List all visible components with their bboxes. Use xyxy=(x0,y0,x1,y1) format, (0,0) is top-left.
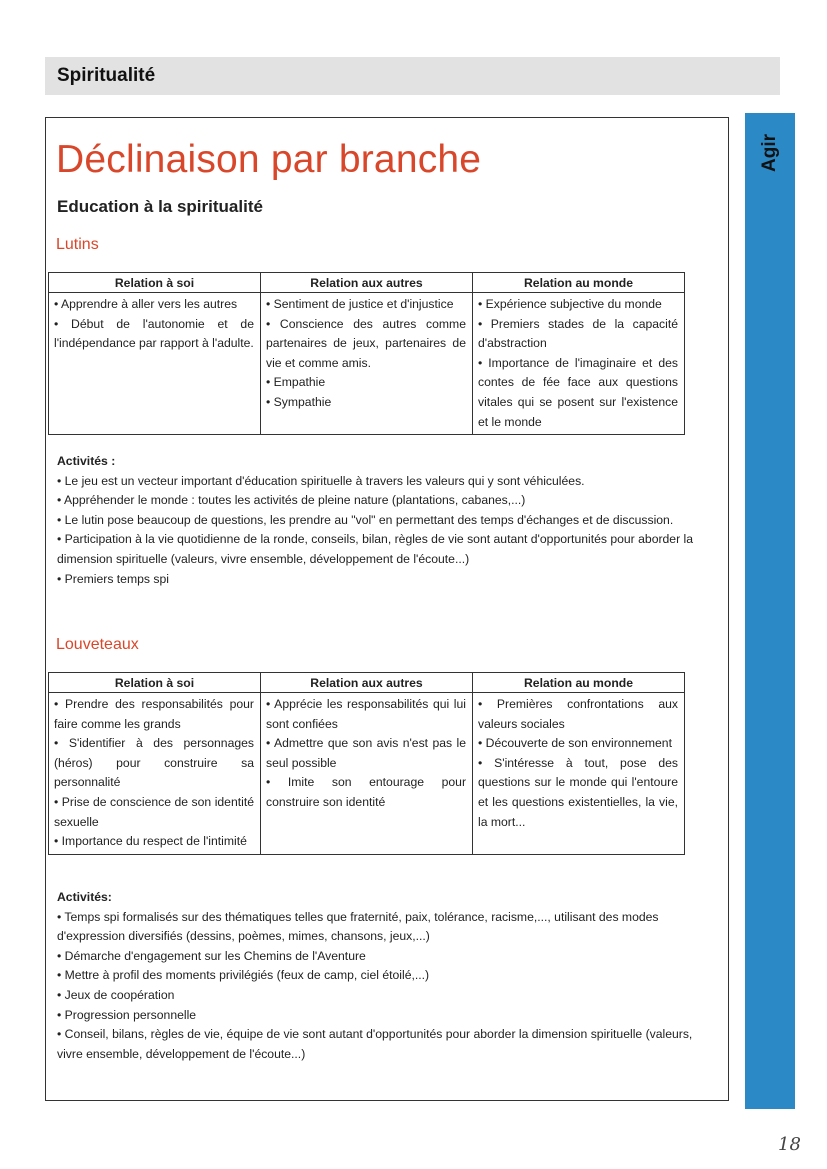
table-row xyxy=(49,693,685,855)
lutins-activities xyxy=(57,452,717,589)
activity-item: • Démarche d'engagement sur les Chemins de l'Aventure xyxy=(57,948,366,963)
activity-item: • Jeux de coopération xyxy=(57,987,175,1002)
page-title: Déclinaison par branche xyxy=(56,138,482,181)
louveteaux-activities xyxy=(57,888,717,1064)
column-header: Relation aux autres xyxy=(261,273,473,293)
cell-item: • Importance de l'imaginaire et des contes de fée face aux questions vitales qui se posent sur l'existence et le monde xyxy=(478,355,678,429)
cell-item: • Importance du respect de l'intimité xyxy=(54,834,247,849)
section-header xyxy=(45,57,780,95)
cell-item: • Début de l'autonomie et de l'indépendance par rapport à l'adulte. xyxy=(54,316,254,351)
cell-item: • Prendre des responsabilités pour faire comme les grands xyxy=(54,697,254,731)
side-bar xyxy=(745,113,795,1109)
louveteaux-table xyxy=(48,672,685,855)
cell-item: • Admettre que son avis n'est pas le seul possible xyxy=(266,736,466,770)
activity-item: • Temps spi formalisés sur des thématiques telles que fraternité, paix, tolérance, racisme,..., utilisant des modes d'expression diversifiés (dessins, poèmes, mimes, chansons, jeux,...) xyxy=(57,909,659,944)
table-cell xyxy=(261,293,473,435)
table-row xyxy=(49,293,685,435)
cell-item: • Apprécie les responsabilités qui lui sont confiées xyxy=(266,697,466,731)
branch-title-lutins: Lutins xyxy=(56,236,99,253)
section-title: Spiritualité xyxy=(57,65,156,86)
cell-item: • Apprendre à aller vers les autres xyxy=(54,297,238,311)
activities-title: Activités : xyxy=(57,454,116,468)
column-header: Relation à soi xyxy=(49,673,261,693)
cell-item: • Empathie xyxy=(266,375,326,390)
activity-item: • Appréhender le monde : toutes les activités de pleine nature (plantations, cabanes,...) xyxy=(57,493,526,508)
cell-item: • Premiers stades de la capacité d'abstraction xyxy=(478,316,678,351)
activity-item: • Premiers temps spi xyxy=(57,571,169,586)
activity-item: • Participation à la vie quotidienne de la ronde, conseils, bilan, règles de vie sont autant d'opportunités pour aborder la dimension spirituelle (valeurs, vivre ensemble, développement de l'écoute...) xyxy=(57,532,694,566)
activity-item: • Le lutin pose beaucoup de questions, les prendre au "vol" en permettant des temps d'échanges et de discussion. xyxy=(57,512,674,527)
cell-item: • S'intéresse à tout, pose des questions sur le monde qui l'entoure et les questions existentielles, la vie, la mort... xyxy=(478,755,678,829)
cell-item: • Sentiment de justice et d'injustice xyxy=(266,297,454,311)
column-header: Relation au monde xyxy=(473,673,685,693)
table-cell xyxy=(49,293,261,435)
page-subtitle: Education à la spiritualité xyxy=(57,197,263,216)
cell-item: • Premières confrontations aux valeurs sociales xyxy=(478,697,678,731)
column-header: Relation à soi xyxy=(49,273,261,293)
cell-item: • Expérience subjective du monde xyxy=(478,297,662,311)
table-cell xyxy=(261,693,473,855)
activity-item: • Le jeu est un vecteur important d'éducation spirituelle à travers les valeurs qui y sont véhiculées. xyxy=(57,473,585,488)
side-tab xyxy=(745,113,795,193)
table-cell xyxy=(473,693,685,855)
table-header-row xyxy=(49,673,685,693)
table-cell xyxy=(473,293,685,435)
cell-item: • Conscience des autres comme partenaires de jeux, partenaires de vie et comme amis. xyxy=(266,316,466,370)
cell-item: • S'identifier à des personnages (héros) pour construire sa personnalité xyxy=(54,736,254,790)
activity-item: • Mettre à profil des moments privilégiés (feux de camp, ciel étoilé,...) xyxy=(57,968,430,983)
cell-item: • Découverte de son environnement xyxy=(478,736,672,751)
column-header: Relation aux autres xyxy=(261,673,473,693)
activity-item: • Conseil, bilans, règles de vie, équipe de vie sont autant d'opportunités pour aborder la dimension spirituelle (valeurs, vivre ensemble, développement de l'écoute...) xyxy=(57,1027,693,1061)
activity-item: • Progression personnelle xyxy=(57,1007,197,1022)
table-cell xyxy=(49,693,261,855)
cell-item: • Imite son entourage pour construire son identité xyxy=(266,775,466,809)
page-number: 18 xyxy=(778,1134,801,1155)
activities-title: Activités: xyxy=(57,890,112,904)
lutins-table xyxy=(48,272,685,435)
column-header: Relation au monde xyxy=(473,273,685,293)
cell-item: • Prise de conscience de son identité sexuelle xyxy=(54,794,254,829)
table-header-row xyxy=(49,273,685,293)
cell-item: • Sympathie xyxy=(266,394,332,409)
side-tab-label: Agir xyxy=(759,134,780,172)
branch-title-louveteaux: Louveteaux xyxy=(56,636,139,653)
